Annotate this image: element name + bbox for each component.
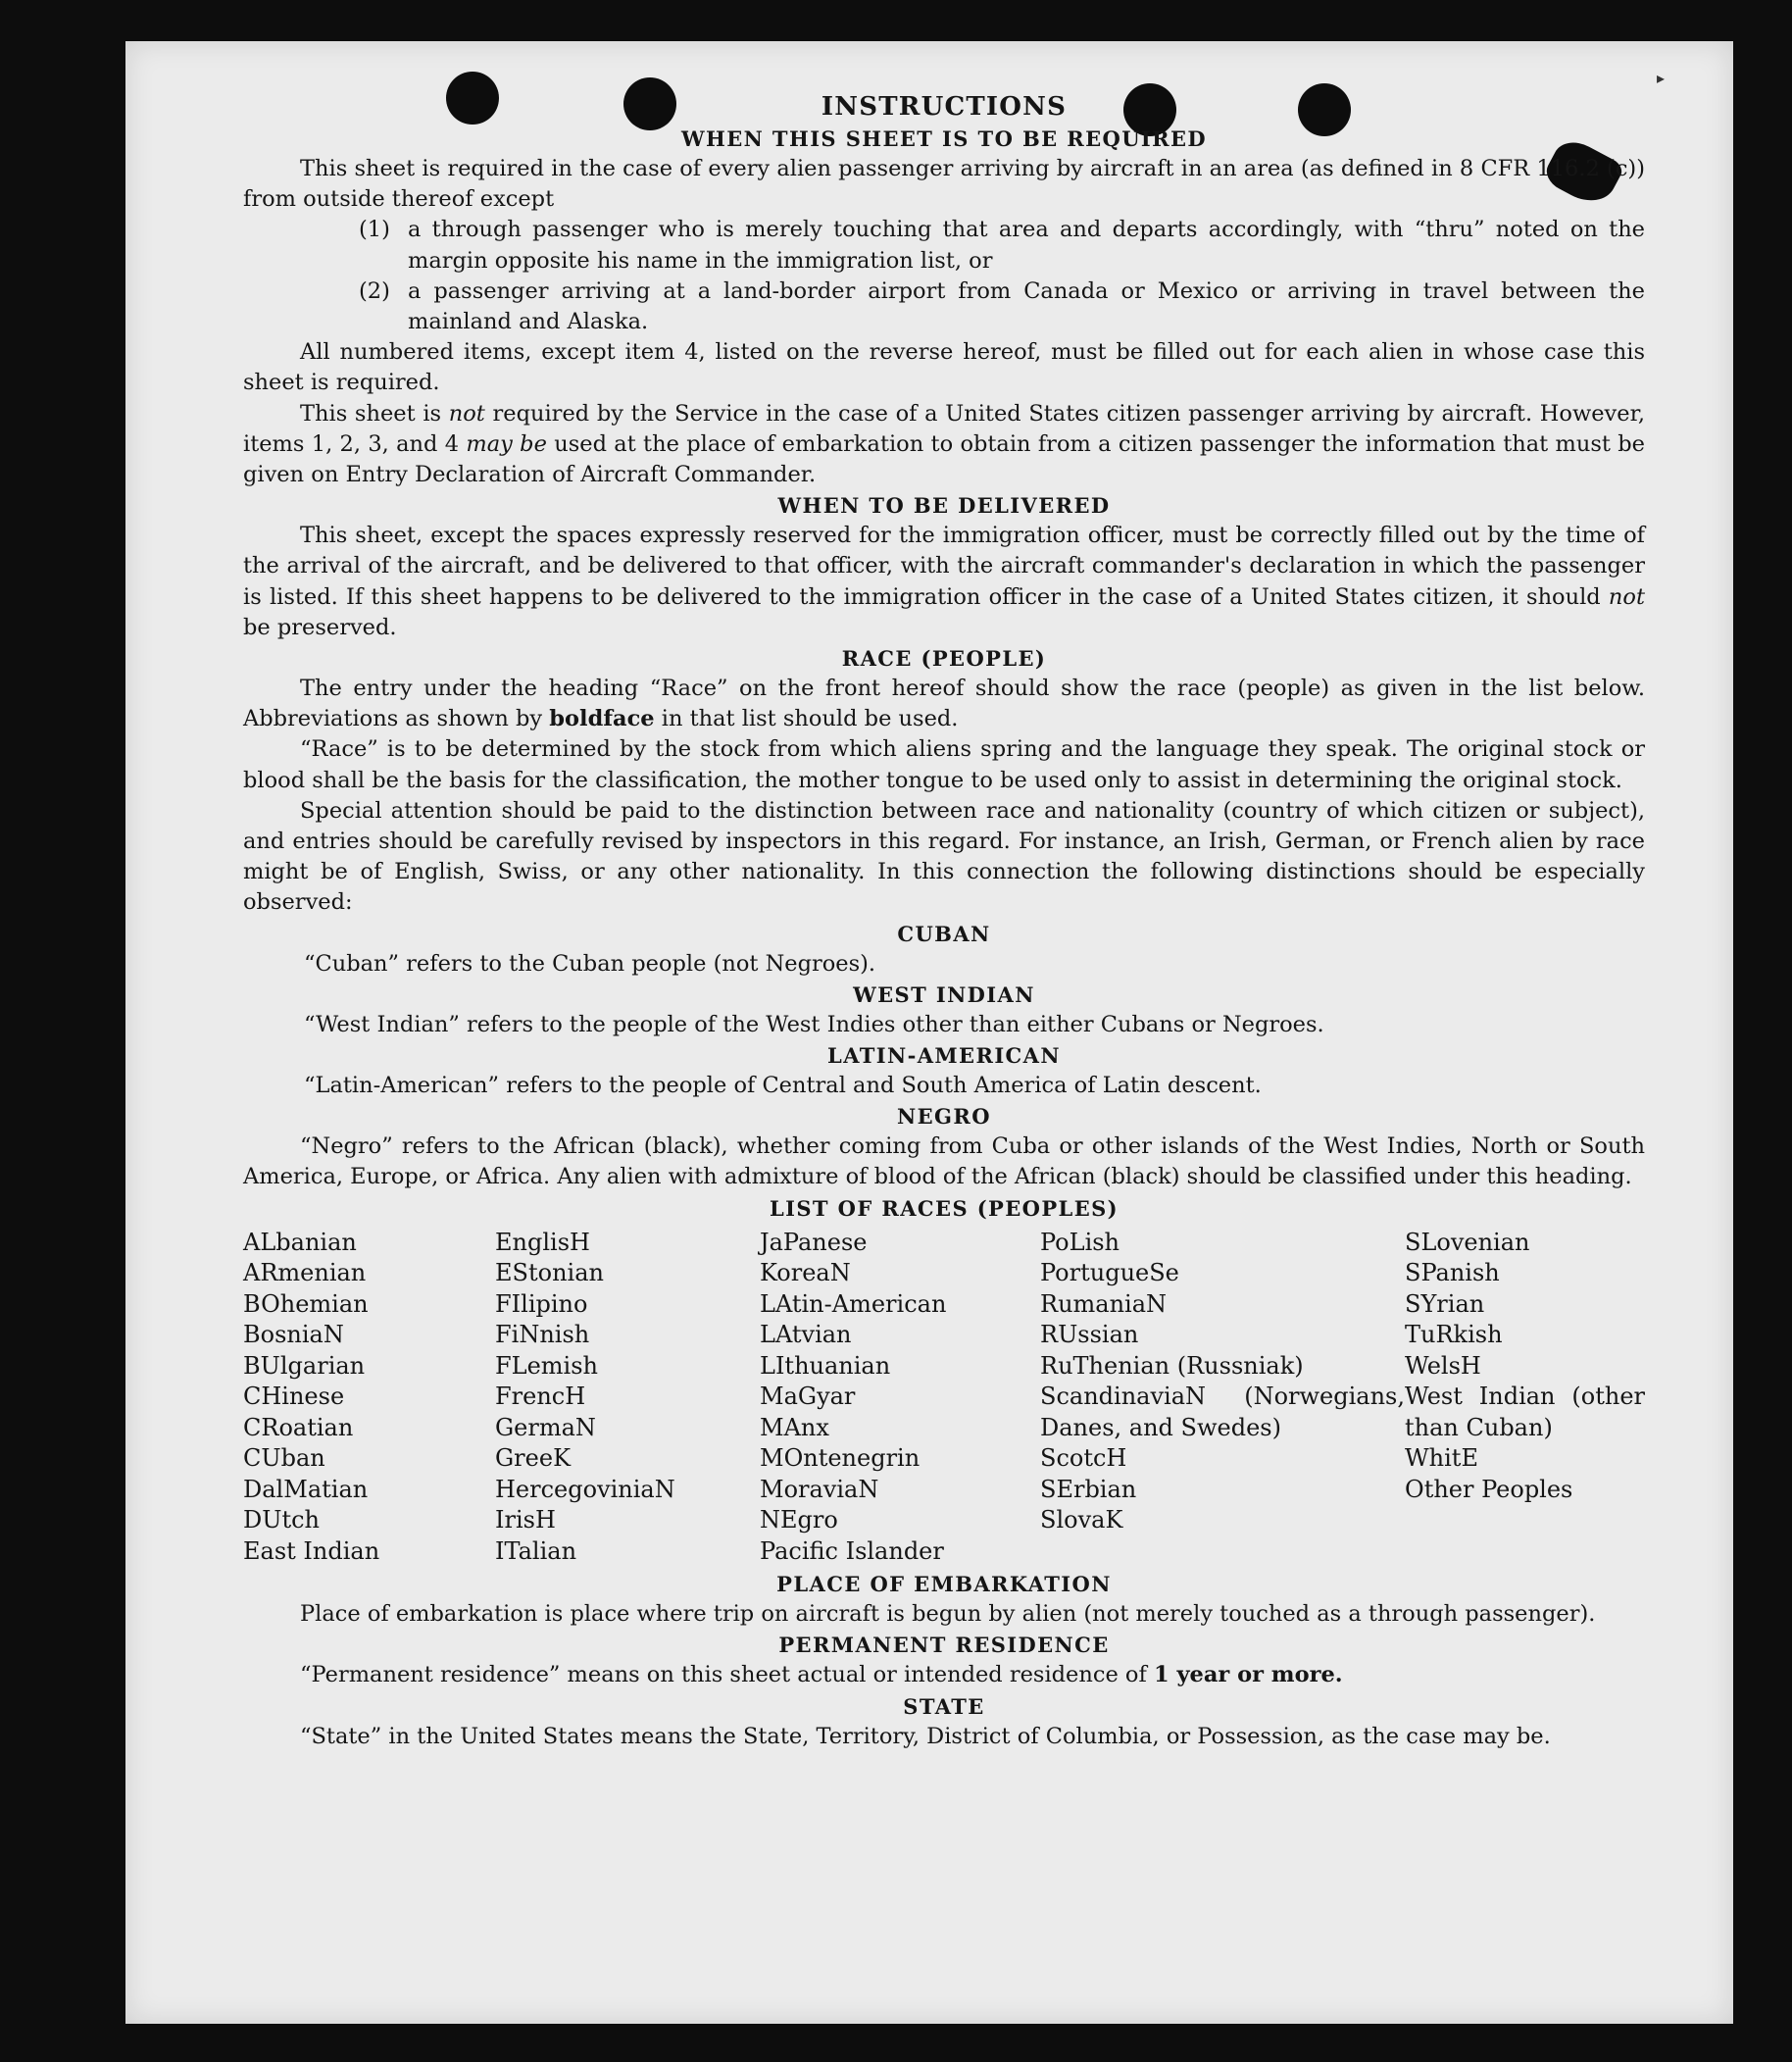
subheading-cuban: CUBAN xyxy=(897,921,991,946)
races-column xyxy=(495,1228,760,1568)
race-entry: GermaN xyxy=(495,1413,596,1441)
races-column xyxy=(760,1228,1040,1568)
section-heading: WHEN TO BE DELIVERED xyxy=(777,493,1111,519)
race-entry: ITalian xyxy=(495,1536,577,1565)
race-entry: KoreaN xyxy=(760,1259,851,1287)
race-entry: West Indian (other than Cuban) xyxy=(1405,1383,1645,1441)
paragraph: “Permanent residence” means on this sheet actual or intended residence of 1 year or more. xyxy=(300,1662,1343,1688)
race-entry: WhitE xyxy=(1405,1444,1478,1473)
race-entry: JaPanese xyxy=(760,1228,868,1256)
race-entry: TuRkish xyxy=(1405,1321,1503,1349)
list-item xyxy=(359,215,1645,276)
item-text: a passenger arriving at a land-border airport from Canada or Mexico or arriving in travel between the mainland and Alaska. xyxy=(408,277,1645,335)
subheading-negro: NEGRO xyxy=(897,1104,991,1130)
race-entry: Pacific Islander xyxy=(760,1536,944,1565)
list-heading: LIST OF RACES (PEOPLES) xyxy=(769,1195,1120,1221)
paragraph: “Cuban” refers to the Cuban people (not Negroes). xyxy=(304,950,876,977)
paragraph: “Latin-American” refers to the people of Central and South America of Latin descent. xyxy=(304,1073,1262,1099)
item-number: (1) xyxy=(359,217,390,243)
races-table xyxy=(243,1228,1645,1568)
subheading-west-indian: WEST INDIAN xyxy=(853,981,1035,1007)
page-title: INSTRUCTIONS xyxy=(821,92,1068,122)
race-entry: EStonian xyxy=(495,1259,604,1287)
item-number: (2) xyxy=(359,277,390,304)
race-entry: GreeK xyxy=(495,1444,571,1473)
race-entry: ScandinaviaN (Norwegians, Danes, and Swedes) xyxy=(1040,1383,1405,1441)
section-heading: STATE xyxy=(903,1693,985,1719)
race-entry: DUtch xyxy=(243,1506,321,1534)
section-heading: PLACE OF EMBARKATION xyxy=(776,1572,1112,1597)
race-entry: FIlipino xyxy=(495,1289,588,1318)
race-entry: CUban xyxy=(243,1444,325,1473)
race-entry: ALbanian xyxy=(243,1228,357,1256)
races-column xyxy=(1040,1228,1405,1568)
subheading-latin-american: LATIN-AMERICAN xyxy=(827,1043,1061,1069)
race-entry: SYrian xyxy=(1405,1289,1485,1318)
race-entry: DalMatian xyxy=(243,1475,369,1503)
section-heading: RACE (PEOPLE) xyxy=(841,646,1047,672)
race-entry: WelsH xyxy=(1405,1351,1481,1380)
race-entry: SLovenian xyxy=(1405,1228,1530,1256)
race-entry: PoLish xyxy=(1040,1228,1120,1256)
race-entry: BOhemian xyxy=(243,1289,369,1318)
race-entry: FrencH xyxy=(495,1383,586,1411)
list-item xyxy=(359,277,1645,337)
race-entry: FLemish xyxy=(495,1351,599,1380)
races-column xyxy=(1405,1228,1645,1568)
paragraph: The entry under the heading “Race” on the front hereof should show the race (people) as given in the list below. Abbreviations as shown by boldface in that list should be used. xyxy=(243,676,1645,732)
race-entry: RumaniaN xyxy=(1040,1289,1168,1318)
race-entry: LAtvian xyxy=(760,1321,852,1349)
document-sheet xyxy=(125,41,1733,2024)
races-column xyxy=(243,1228,495,1568)
paragraph: Special attention should be paid to the distinction between race and nationality (country of which citizen or subject), and entries should be carefully revised by inspectors in this regard. For instance, an Irish, German, or French alien by race might be of English, Swiss, or any other nationality. In this connection the following distinctions should be especially observed: xyxy=(243,797,1645,916)
race-entry: SErbian xyxy=(1040,1475,1137,1503)
race-entry: LAtin-American xyxy=(760,1289,947,1318)
paragraph: “Race” is to be determined by the stock from which aliens spring and the language they speak. The original stock or blood shall be the basis for the classification, the mother tongue to be used only to assist in determining the original stock. xyxy=(243,736,1645,793)
race-entry: CHinese xyxy=(243,1383,345,1411)
race-entry: NEgro xyxy=(760,1506,838,1534)
race-entry: RuThenian (Russniak) xyxy=(1040,1351,1304,1380)
race-entry: MOntenegrin xyxy=(760,1444,921,1473)
race-entry: Other Peoples xyxy=(1405,1475,1573,1503)
race-entry: FiNnish xyxy=(495,1321,590,1349)
race-entry: ARmenian xyxy=(243,1259,367,1287)
paragraph: “State” in the United States means the State, Territory, District of Columbia, or Possession, as the case may be. xyxy=(300,1723,1551,1749)
race-entry: RUssian xyxy=(1040,1321,1139,1349)
instructions-body xyxy=(243,90,1645,1752)
race-entry: MaGyar xyxy=(760,1383,856,1411)
race-entry: PortugueSe xyxy=(1040,1259,1179,1287)
race-entry: EnglisH xyxy=(495,1228,590,1256)
race-entry: MAnx xyxy=(760,1413,829,1441)
race-entry: CRoatian xyxy=(243,1413,354,1441)
paragraph: “Negro” refers to the African (black), whether coming from Cuba or other islands of the West Indies, North or South America, Europe, or Africa. Any alien with admixture of blood of the African (black) should be classified under this heading. xyxy=(243,1133,1645,1190)
paragraph: This sheet, except the spaces expressly reserved for the immigration officer, must be correctly filled out by the time of the arrival of the aircraft, and be delivered to that officer, with the aircraft commander's declaration in which the passenger is listed. If this sheet happens to be delivered to the immigration officer in the case of a United States citizen, it should not be preserved. xyxy=(243,523,1645,640)
race-entry: SlovaK xyxy=(1040,1506,1123,1534)
section-heading: WHEN THIS SHEET IS TO BE REQUIRED xyxy=(680,126,1208,151)
paragraph: This sheet is required in the case of every alien passenger arriving by aircraft in an area (as defined in 8 CFR 116.2 (c)) from outside thereof except xyxy=(243,156,1645,213)
race-entry: MoraviaN xyxy=(760,1475,879,1503)
race-entry: SPanish xyxy=(1405,1259,1500,1287)
race-entry: East Indian xyxy=(243,1536,380,1565)
race-entry: ScotcH xyxy=(1040,1444,1127,1473)
paragraph: This sheet is not required by the Service in the case of a United States citizen passenger arriving by aircraft. However, items 1, 2, 3, and 4 may be used at the place of embarkation to obtain from a citizen passenger the information that must be given on Entry Declaration of Aircraft Commander. xyxy=(243,400,1645,488)
paragraph: Place of embarkation is place where trip on aircraft is begun by alien (not merely touched as a through passenger). xyxy=(300,1601,1596,1628)
paragraph: “West Indian” refers to the people of the West Indies other than either Cubans or Negroes. xyxy=(304,1011,1324,1037)
corner-mark: ▸ xyxy=(1657,69,1666,87)
race-entry: LIthuanian xyxy=(760,1351,891,1380)
race-entry: IrisH xyxy=(495,1506,556,1534)
race-entry: BUlgarian xyxy=(243,1351,366,1380)
section-heading: PERMANENT RESIDENCE xyxy=(778,1633,1110,1658)
race-entry: HercegoviniaN xyxy=(495,1475,675,1503)
item-text: a through passenger who is merely touching that area and departs accordingly, with “thru” noted on the margin opposite his name in the immigration list, or xyxy=(408,217,1645,274)
paragraph: All numbered items, except item 4, listed on the reverse hereof, must be filled out for each alien in whose case this sheet is required. xyxy=(243,339,1645,396)
race-entry: BosniaN xyxy=(243,1321,344,1349)
